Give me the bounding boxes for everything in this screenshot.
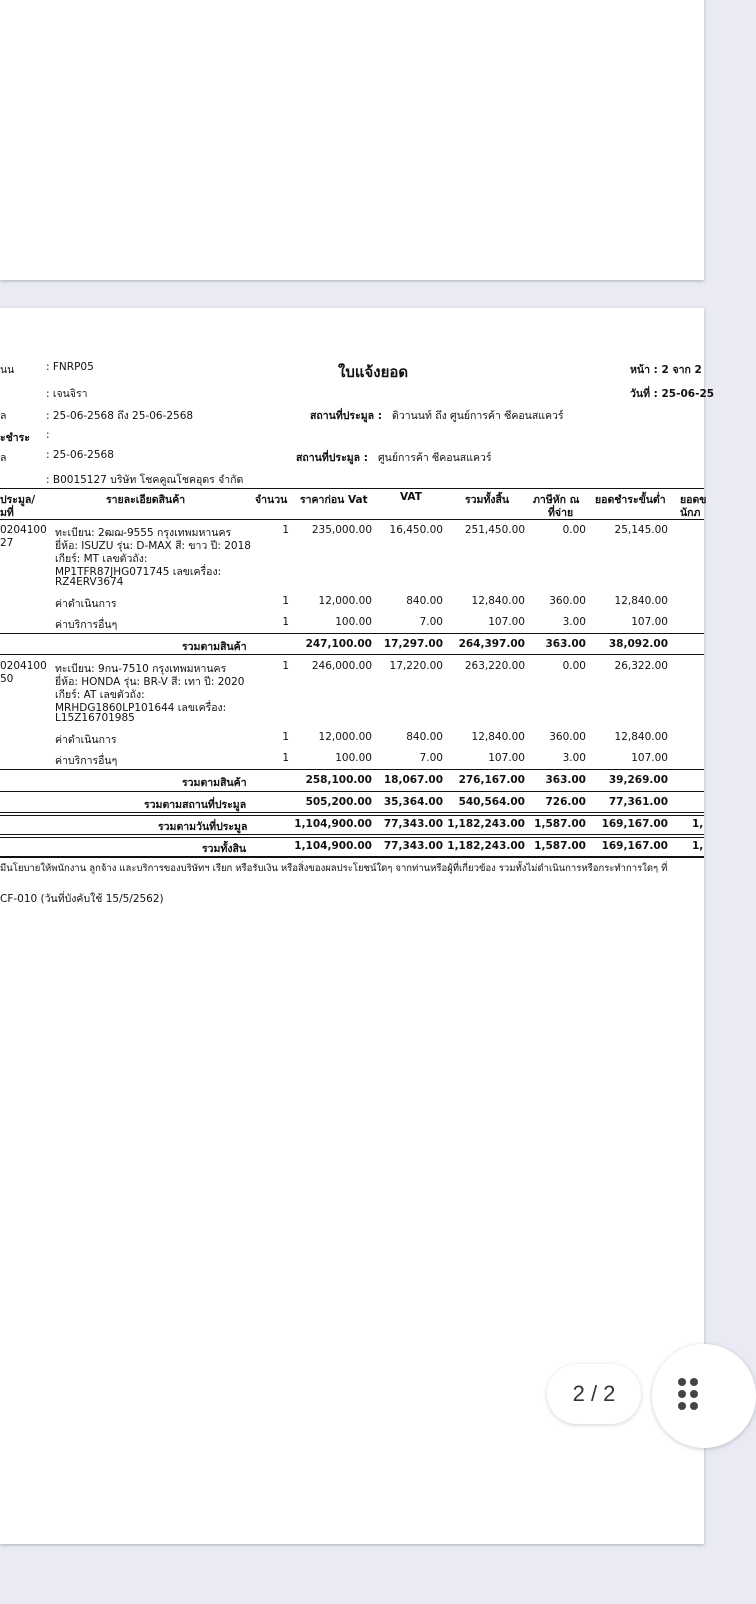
row-rule [0, 837, 704, 838]
wht-cell: 360.00 [549, 595, 586, 607]
fee-name: ค่าดำเนินการ [55, 598, 117, 610]
wht-cell: 3.00 [562, 616, 586, 628]
vat-cell: 7.00 [419, 616, 443, 628]
previous-pdf-page [0, 0, 704, 280]
venue-label: สถานที่ประมูล : [310, 410, 382, 422]
balance-cell: 12,840.00 [614, 731, 668, 743]
price-cell: 235,000.00 [311, 524, 372, 536]
auction-id: 0204100 [0, 660, 47, 672]
total-label: รวมตามสถานที่ประมูล [144, 799, 247, 811]
report-code: : FNRP05 [46, 361, 94, 373]
price-cell: 505,200.00 [305, 796, 372, 808]
qty-cell: 1 [282, 660, 289, 672]
balance-cell: 38,092.00 [608, 638, 668, 650]
vehicle-line: ทะเบียน: 2ฒฌ-9555 กรุงเทพมหานคร [55, 527, 232, 539]
price-cell: 1,104,900.00 [294, 840, 372, 852]
qty-cell: 1 [282, 731, 289, 743]
col-qty: จำนวน [255, 494, 288, 506]
balance-cell: 169,167.00 [601, 818, 668, 830]
qty-cell: 1 [282, 595, 289, 607]
row-rule [0, 769, 704, 770]
row-rule [0, 815, 704, 816]
vehicle-line: L15Z16701985 [55, 712, 135, 724]
qty-cell: 1 [282, 524, 289, 536]
row-rule [0, 654, 704, 655]
form-code: CF-010 (วันที่บังคับใช้ 15/5/2562) [0, 893, 164, 905]
vat-cell: 77,343.00 [383, 840, 443, 852]
balance-cell: 39,269.00 [608, 774, 668, 786]
total-cell: 12,840.00 [471, 595, 525, 607]
vehicle-line: ยี่ห้อ: ISUZU รุ่น: D-MAX สี: ขาว ปี: 2018 [55, 540, 251, 552]
net-cell: 1, [692, 818, 704, 830]
total-cell: 1,182,243.00 [447, 840, 525, 852]
row-rule [0, 834, 704, 835]
subtotal-label: รวมตามสินค้า [182, 641, 247, 653]
wht-cell: 363.00 [545, 638, 586, 650]
price-cell: 12,000.00 [318, 731, 372, 743]
payment-value: : [46, 429, 50, 441]
venue-value: ดิวานนท์ ถึง ศูนย์การค้า ซีคอนสแควร์ [392, 410, 564, 422]
vat-cell: 840.00 [406, 595, 443, 607]
vat-cell: 16,450.00 [389, 524, 443, 536]
wht-cell: 0.00 [562, 524, 586, 536]
price-cell: 12,000.00 [318, 595, 372, 607]
col-wht-2: ที่จ่าย [548, 507, 574, 519]
dot [678, 1390, 686, 1398]
net-cell: 1, [692, 840, 704, 852]
vat-cell: 17,220.00 [389, 660, 443, 672]
print-date: วันที่ : 25-06-25 [630, 388, 715, 400]
col-net-2: นักภ [680, 507, 701, 519]
price-cell: 100.00 [335, 616, 372, 628]
row-rule [0, 791, 704, 792]
report-label: นน [0, 364, 15, 376]
dot [690, 1378, 698, 1386]
table-header-rule [0, 519, 704, 520]
vat-cell: 35,364.00 [383, 796, 443, 808]
price-cell: 1,104,900.00 [294, 818, 372, 830]
row-rule [0, 812, 704, 813]
auction-id-2: 50 [0, 673, 14, 685]
balance-cell: 107.00 [631, 616, 668, 628]
user-name: : เจนจิรา [46, 388, 88, 400]
vehicle-line: เกียร์: MT เลขตัวถัง: [55, 553, 148, 565]
vehicle-line: MRHDG1860LP101644 เลขเครื่อง: [55, 702, 227, 714]
balance-cell: 169,167.00 [601, 840, 668, 852]
qty-cell: 1 [282, 616, 289, 628]
total-cell: 263,220.00 [464, 660, 525, 672]
page-number-label: หน้า : 2 จาก 2 [630, 364, 702, 376]
period-label: ล [0, 410, 7, 422]
vat-cell: 7.00 [419, 752, 443, 764]
vehicle-line: ทะเบียน: 9กน-7510 กรุงเทพมหานคร [55, 663, 227, 675]
grid-dots-icon[interactable] [652, 1344, 756, 1448]
venue-label-2: สถานที่ประมูล : [296, 452, 368, 464]
subtotal-label: รวมตามสินค้า [182, 777, 247, 789]
total-cell: 251,450.00 [464, 524, 525, 536]
fee-name: ค่าบริการอื่นๆ [55, 619, 118, 631]
vehicle-line: เกียร์: AT เลขตัวถัง: [55, 689, 145, 701]
total-cell: 276,167.00 [458, 774, 525, 786]
total-cell: 107.00 [488, 752, 525, 764]
table-top-rule [0, 488, 704, 489]
col-wht: ภาษีหัก ณ [533, 494, 580, 506]
venue-value-2: ศูนย์การค้า ซีคอนสแควร์ [378, 452, 492, 464]
wht-cell: 726.00 [545, 796, 586, 808]
fee-name: ค่าดำเนินการ [55, 734, 117, 746]
col-price: ราคาก่อน Vat [300, 494, 368, 506]
wht-cell: 360.00 [549, 731, 586, 743]
total-label: รวมตามวันที่ประมูล [158, 821, 248, 833]
pdf-page [0, 308, 715, 1544]
total-label: รวมทั้งสิน [202, 843, 247, 855]
policy-note: มีนโยบายให้พนักงาน ลูกจ้าง และบริการของบริษัทฯ เรียก หรือรับเงิน หรือสิ่งของผลประโยชน์ใดๆ จากท่านหรือผู้ที่เกี่ยวข้อง รวมทั้งไม่ดำเนินการหรือกระทำการใดๆ ที่ [0, 863, 668, 874]
customer-value: : B0015127 บริษัท โชคคูณโชคอุดร จำกัด [46, 474, 244, 486]
balance-cell: 107.00 [631, 752, 668, 764]
vehicle-line: MP1TFR87JHG071745 เลขเครื่อง: [55, 566, 222, 578]
dot [678, 1402, 686, 1410]
dot [690, 1390, 698, 1398]
balance-cell: 25,145.00 [614, 524, 668, 536]
row-rule [0, 856, 704, 858]
price-cell: 100.00 [335, 752, 372, 764]
qty-cell: 1 [282, 752, 289, 764]
vat-cell: 77,343.00 [383, 818, 443, 830]
total-cell: 12,840.00 [471, 731, 525, 743]
auction-id-2: 27 [0, 537, 14, 549]
date-value: : 25-06-2568 [46, 449, 114, 461]
col-auction-no: ประมูล/ [0, 494, 36, 506]
balance-cell: 77,361.00 [608, 796, 668, 808]
date-label: ล [0, 452, 7, 464]
total-cell: 540,564.00 [458, 796, 525, 808]
vehicle-line: RZ4ERV3674 [55, 576, 124, 588]
document-title: ใบแจ้งยอด [338, 363, 409, 381]
vat-cell: 840.00 [406, 731, 443, 743]
col-balance: ยอดชำระขั้นต่ำ [595, 494, 666, 506]
col-vat: VAT [400, 491, 422, 503]
total-cell: 107.00 [488, 616, 525, 628]
dot [678, 1378, 686, 1386]
auction-id: 0204100 [0, 524, 47, 536]
price-cell: 258,100.00 [305, 774, 372, 786]
statement-document [0, 308, 715, 1544]
wht-cell: 1,587.00 [534, 818, 586, 830]
balance-cell: 12,840.00 [614, 595, 668, 607]
total-cell: 1,182,243.00 [447, 818, 525, 830]
wht-cell: 363.00 [545, 774, 586, 786]
total-cell: 264,397.00 [458, 638, 525, 650]
col-total: รวมทั้งสิ้น [465, 494, 510, 506]
col-detail: รายละเอียดสินค้า [106, 494, 186, 506]
col-auction-no-2: มที่ [0, 507, 14, 519]
period-value: : 25-06-2568 ถึง 25-06-2568 [46, 410, 194, 422]
fee-name: ค่าบริการอื่นๆ [55, 755, 118, 767]
wht-cell: 3.00 [562, 752, 586, 764]
price-cell: 246,000.00 [311, 660, 372, 672]
balance-cell: 26,322.00 [614, 660, 668, 672]
payment-label: ะชำระ [0, 432, 30, 444]
dot [690, 1402, 698, 1410]
vat-cell: 18,067.00 [383, 774, 443, 786]
wht-cell: 0.00 [562, 660, 586, 672]
vat-cell: 17,297.00 [383, 638, 443, 650]
vehicle-line: ยี่ห้อ: HONDA รุ่น: BR-V สี: เทา ปี: 2020 [55, 676, 245, 688]
page-indicator[interactable]: 2 / 2 [547, 1364, 641, 1424]
wht-cell: 1,587.00 [534, 840, 586, 852]
row-rule [0, 633, 704, 634]
col-net: ยอดข [680, 494, 707, 506]
price-cell: 247,100.00 [305, 638, 372, 650]
